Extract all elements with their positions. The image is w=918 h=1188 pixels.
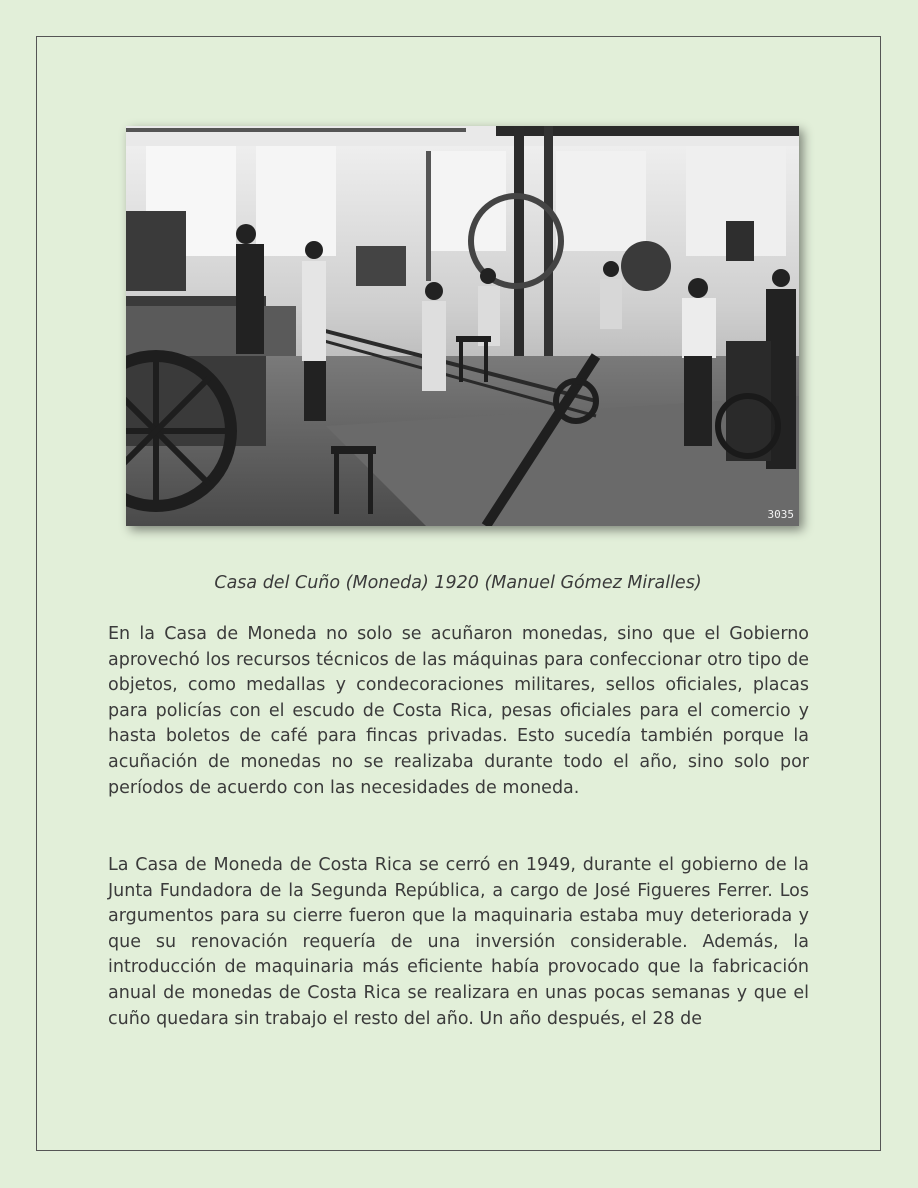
plate-number: 3035 [767,508,794,521]
photo-illustration [126,126,799,526]
body-paragraph: En la Casa de Moneda no solo se acuñaron monedas, sino que el Gobierno aprovechó los recursos técnicos de las máquinas para confeccionar otro tipo de objetos, como medallas y condecoraciones militares, sellos oficiales, placas para policías con el escudo de Costa Rica, pesas oficiales para el comercio y hasta boletos de café para fincas privadas. Esto sucedía también porque la acuñación de monedas no se realizaba durante todo el año, sino solo por períodos de acuerdo con las necesidades de moneda. [108,624,809,798]
photo-caption: Casa del Cuño (Moneda) 1920 (Manuel Gómez Miralles) [214,573,702,593]
body-paragraph: La Casa de Moneda de Costa Rica se cerró en 1949, durante el gobierno de la Junta Fundadora de la Segunda República, a cargo de José Figueres Ferrer. Los argumentos para su cierre fueron que la maquinaria estaba muy deteriorada y que su renovación requería de una inversión considerable. Además, la introducción de maquinaria más eficiente había provocado que la fabricación anual de monedas de Costa Rica se realizara en unas pocas semanas y que el cuño quedara sin trabajo el resto del año. Un año después, el 28 de [108,855,809,1029]
historic-photo [126,126,799,526]
